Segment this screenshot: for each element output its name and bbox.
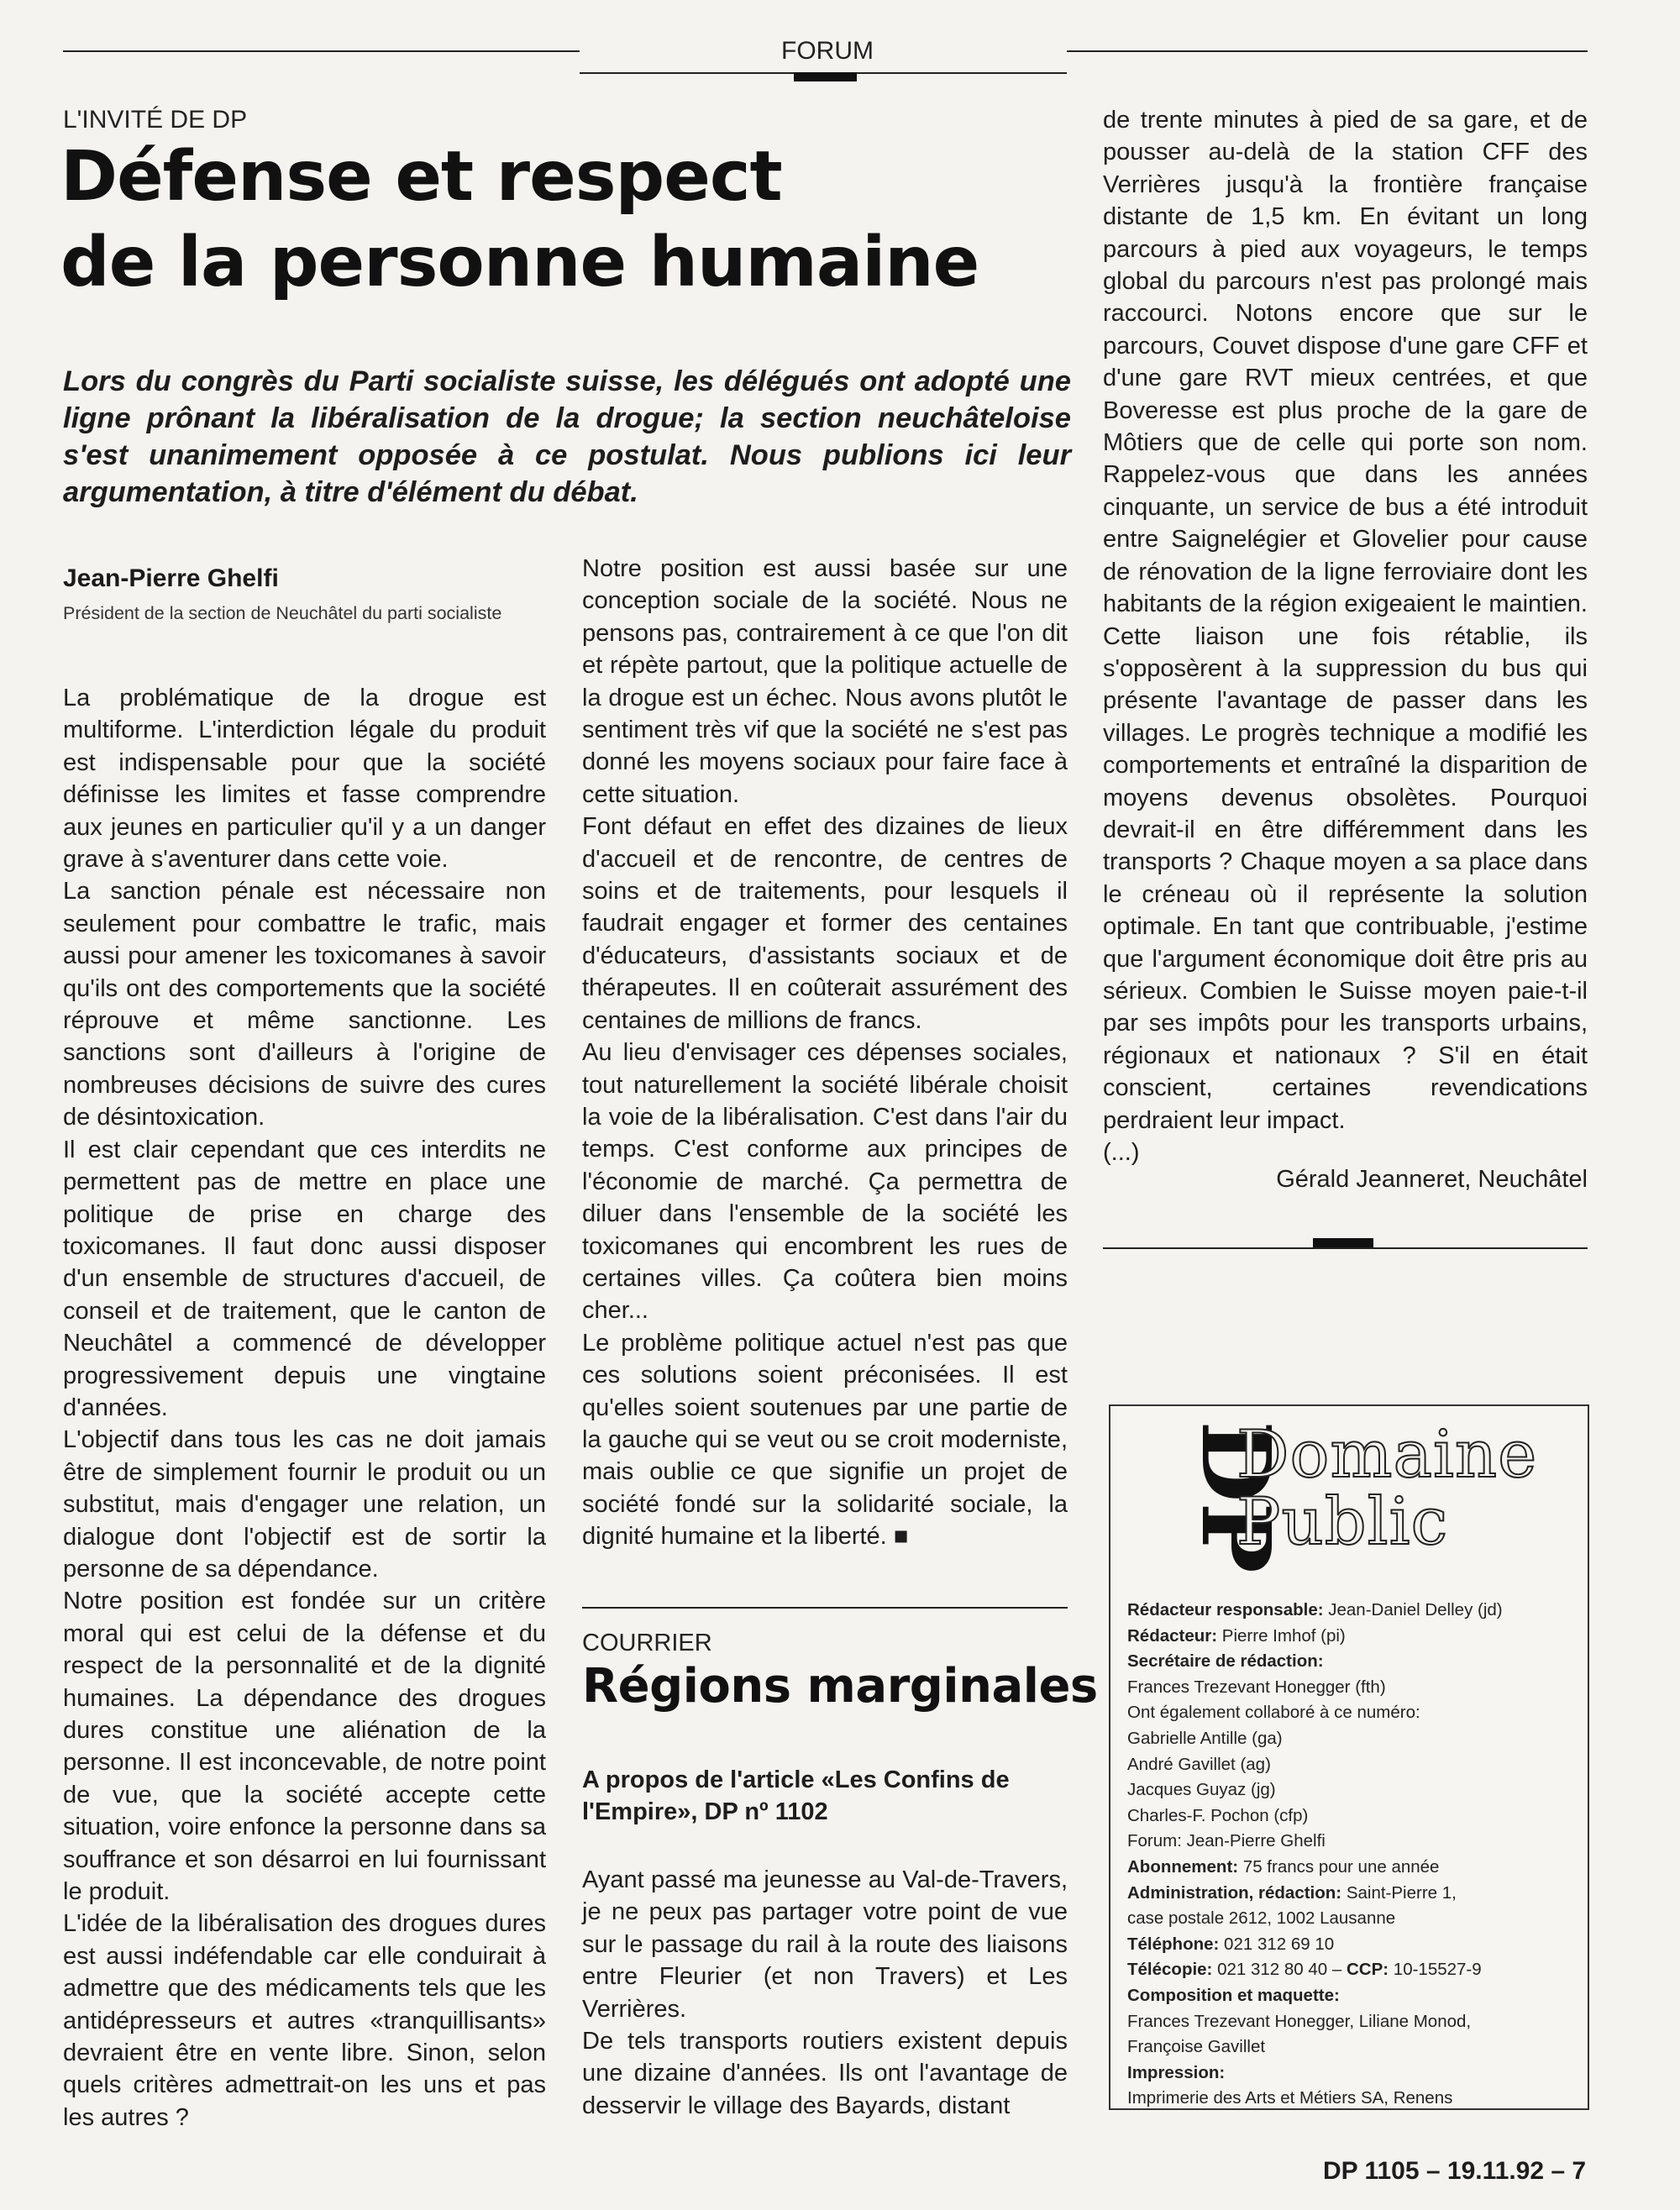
letter-column-1 xyxy=(582,1864,1068,2122)
credit-value: 021 312 80 40 – xyxy=(1212,1960,1347,1980)
dp-logo xyxy=(1127,1420,1290,1573)
header-rule-right xyxy=(1067,50,1588,52)
credit-line xyxy=(1127,1829,1585,1855)
letter-column-2 xyxy=(1103,104,1588,1168)
masthead-credits xyxy=(1127,1598,1585,2112)
credit-value: 10-15527-9 xyxy=(1389,1960,1482,1980)
paragraph: Le problème politique actuel n'est pas que ces solutions soient préconisées. Il est qu'elles soient soutenues par une partie de la gauche qui se veut ou se croit moderniste, mais oublie ce que signifie un projet de société fondé sur la solidarité sociale, la dignité humaine et la liberté. ■ xyxy=(582,1329,1068,1551)
paragraph: Ayant passé ma jeunesse au Val-de-Travers, je ne peux pas partager votre point de vue sur le passage du rail à la route des liaisons entre Fleurier (et non Travers) et Les Verrières. xyxy=(582,1866,1068,2023)
column3-end-rule xyxy=(1103,1247,1588,1249)
credit-line xyxy=(1127,1855,1585,1881)
paragraph: Notre position est fondée sur un critère moral qui est celui de la défense et du respect de la personnalité et de la dignité humaines. La dépendance des drogues dures constitue une aliénation de la personne. Il est inconcevable, de notre point de vue, que la société accepte cette situation, voire enfonce la personne dans sa souffrance et son désarroi en lui fournissant le produit. xyxy=(63,1588,546,1906)
masthead-box xyxy=(1109,1404,1589,2110)
letter-kicker: COURRIER xyxy=(582,1630,712,1656)
credit-value: case postale 2612, 1002 Lausanne xyxy=(1127,1908,1396,1929)
credit-value: Jean-Daniel Delley (jd) xyxy=(1323,1600,1503,1619)
masthead-title xyxy=(1236,1417,1538,1560)
credit-line xyxy=(1127,1906,1585,1932)
credit-line xyxy=(1127,1649,1585,1675)
courrier-rule xyxy=(582,1607,1068,1609)
page-reference: DP 1105 – 19.11.92 – 7 xyxy=(1323,2157,1587,2185)
letter-title: Régions marginales xyxy=(582,1659,1098,1714)
header-rule-left xyxy=(63,50,580,52)
credit-label: Rédacteur: xyxy=(1127,1625,1218,1646)
author-role: Président de la section de Neuchâtel du parti socialiste xyxy=(63,603,502,623)
article-kicker: L'INVITÉ DE DP xyxy=(63,106,248,134)
credit-label: Administration, rédaction: xyxy=(1127,1882,1342,1903)
credit-line xyxy=(1127,1932,1585,1958)
column3-end-marker xyxy=(1313,1238,1373,1247)
credit-line xyxy=(1127,1777,1585,1803)
credit-label: CCP: xyxy=(1346,1960,1389,1980)
credit-line xyxy=(1127,2060,1585,2087)
paragraph: La sanction pénale est nécessaire non seulement pour combattre le trafic, mais aussi pour amener les toxicomanes à savoir qu'ils ont des comportements que la société réprouve et même sanctionne. Les sanctions sont d'ailleurs à l'origine de nombreuses décisions de suivre des cures de désintoxication. xyxy=(63,878,546,1131)
author-name: Jean-Pierre Ghelfi xyxy=(63,564,279,592)
credit-label: Secrétaire de rédaction: xyxy=(1127,1651,1324,1672)
credit-value: Gabrielle Antille (ga) xyxy=(1127,1728,1283,1748)
credit-value: Frances Trezevant Honegger, Liliane Monod, xyxy=(1127,2011,1472,2031)
paragraph: De tels transports routiers existent depuis une dizaine d'années. Ils ont l'avantage de desservir le village des Bayards, distant xyxy=(582,2028,1068,2119)
credit-value: Pierre Imhof (pi) xyxy=(1217,1625,1346,1646)
credit-label: Abonnement: xyxy=(1127,1856,1239,1877)
credit-line xyxy=(1127,1803,1585,1829)
credit-line xyxy=(1127,2034,1585,2060)
credit-label: Impression: xyxy=(1127,2062,1226,2082)
paragraph: Il est clair cependant que ces interdits ne permettent pas de mettre en place une politique de prise en charge des toxicomanes. Il faut donc aussi disposer d'un ensemble de structures d'accueil, de conseil et de traitement, que le canton de Neuchâtel a commencé de développer progressivement depuis une vingtaine d'années. xyxy=(63,1136,546,1421)
credit-value: Charles-F. Pochon (cfp) xyxy=(1127,1805,1309,1825)
credit-label: Téléphone: xyxy=(1127,1934,1220,1954)
paragraph: L'objectif dans tous les cas ne doit jamais être de simplement fournir le produit ou un substitut, mais d'engager une relation, un dialogue dont l'objectif est de sortir la personne de sa dépendance. xyxy=(63,1426,546,1583)
credit-line xyxy=(1127,1983,1585,2009)
article-column-1 xyxy=(63,682,546,2134)
credit-line xyxy=(1127,1700,1585,1726)
credit-value: 75 francs pour une année xyxy=(1238,1856,1440,1877)
paragraph: L'idée de la libéralisation des drogues dures est aussi indéfendable car elle conduirait à admettre que des médicaments tels que les antidépresseurs et autres «tranquillisants» devraient être en vente libre. Sinon, selon quels critères admettrait-on les uns et pas les autres ? xyxy=(63,1910,546,2131)
credit-line xyxy=(1127,1752,1585,1778)
credit-label: Télécopie: xyxy=(1127,1960,1213,1980)
article-title-line-2: de la personne humaine xyxy=(60,223,979,302)
paragraph: de trente minutes à pied de sa gare, et de pousser au-delà de la station CFF des Verrières jusqu'à la frontière française distante de 1,5 km. En évitant un long parcours à pied aux voyageurs, le temps global du parcours n'est pas prolongé mais raccourci. Notons encore que sur le parcours, Couvet dispose d'une gare CFF et d'une gare RVT mieux centrées, et que Boveresse est plus proche de la gare de Môtiers que de celle qui porte son nom. Rappelez-vous que dans les années cinquante, un service de bus a été introduit entre Saignelégier et Glovelier pour cause de rénovation de la ligne ferroviaire dont les habitants de la région exigeaient le maintien. Cette liaison une fois rétablie, ils s'opposèrent à la suppression du bus qui présente l'avantage de passer dans les villages. Le progrès technique a modifié les comportements et entraîné la disparition de moyens devenus obsolètes. Pourquoi devrait-il en être différemment dans les transports ? Chaque moyen a sa place dans le créneau où il représente la solution optimale. En tant que contribuable, j'estime que l'argument économique doit être pris au sérieux. Combien le Suisse moyen paie-t-il par ses impôts pour les transports urbains, régionaux et nationaux ? S'il en était conscient, certaines revendications perdraient leur impact. xyxy=(1103,107,1588,1134)
credit-line xyxy=(1127,2009,1585,2035)
credit-line xyxy=(1127,1675,1585,1701)
credit-line xyxy=(1127,2086,1585,2112)
masthead-title-line-2: Public xyxy=(1236,1484,1449,1560)
paragraph: Au lieu d'envisager ces dépenses sociales, tout naturellement la société libérale choisit la voie de la libéralisation. C'est dans l'air du temps. C'est conforme aux principes de l'économie de marché. Ça permettra de diluer dans l'ensemble de la société les toxicomanes qui encombrent les rues de certaines villes. Ça coûtera bien moins cher... xyxy=(582,1039,1068,1325)
masthead-title-line-1: Domaine xyxy=(1236,1417,1538,1493)
credit-value: Forum: Jean-Pierre Ghelfi xyxy=(1127,1831,1326,1851)
article-title xyxy=(60,134,1068,306)
credit-line xyxy=(1127,1624,1585,1650)
credit-value: Ont également collaboré à ce numéro: xyxy=(1127,1703,1420,1723)
article-title-line-1: Défense et respect xyxy=(60,137,782,217)
credit-value: Jacques Guyaz (jg) xyxy=(1127,1780,1276,1800)
credit-line xyxy=(1127,1598,1585,1624)
dp-logo-letters: DP xyxy=(1180,1420,1290,1573)
credit-label: Composition et maquette: xyxy=(1127,1985,1340,2005)
credit-label: Rédacteur responsable: xyxy=(1127,1600,1324,1619)
credit-line xyxy=(1127,1726,1585,1752)
credit-value: André Gavillet (ag) xyxy=(1127,1754,1271,1774)
credit-value: Saint-Pierre 1, xyxy=(1341,1882,1457,1903)
article-lede: Lors du congrès du Parti socialiste suisse, les délégués ont adopté une ligne prônant la libéralisation de la drogue; la section neuchâteloise s'est unanimement opposée à ce postulat. Nous publions ici leur argumentation, à titre d'élément du débat. xyxy=(63,365,1071,508)
letter-signature: Gérald Jeanneret, Neuchâtel xyxy=(1276,1166,1588,1193)
paragraph: (...) xyxy=(1103,1139,1140,1166)
letter-subtitle: A propos de l'article «Les Confins de l'Empire», DP nº 1102 xyxy=(582,1766,1010,1825)
credit-line xyxy=(1127,1881,1585,1907)
header-rule-marker xyxy=(794,72,857,81)
credit-line xyxy=(1127,1957,1585,1983)
credit-value: Françoise Gavillet xyxy=(1127,2037,1266,2057)
paragraph: Font défaut en effet des dizaines de lieux d'accueil et de rencontre, de centres de soins et de traitements, pour lesquels il faudrait engager et former des centaines d'éducateurs, d'assistants sociaux et de thérapeutes. Il en coûterait assurément des centaines de millions de francs. xyxy=(582,813,1068,1034)
paragraph: Notre position est aussi basée sur une conception sociale de la société. Nous ne pensons pas, contrairement à ce que l'on dit et répète partout, que la politique actuelle de la drogue est un échec. Nous avons plutôt le sentiment très vif que la société ne s'est pas donné les moyens sociaux pour faire face à cette situation. xyxy=(582,555,1068,808)
section-rubric: FORUM xyxy=(781,37,874,65)
article-column-2 xyxy=(582,553,1068,1553)
paragraph: La problématique de la drogue est multiforme. L'interdiction légale du produit est indispensable pour que la société définisse les limites et fasse comprendre aux jeunes en particulier qu'il y a un danger grave à s'aventurer dans cette voie. xyxy=(63,685,546,874)
credit-value: 021 312 69 10 xyxy=(1219,1934,1335,1954)
credit-value: Frances Trezevant Honegger (fth) xyxy=(1127,1677,1386,1697)
credit-value: Imprimerie des Arts et Métiers SA, Renens xyxy=(1127,2088,1453,2108)
